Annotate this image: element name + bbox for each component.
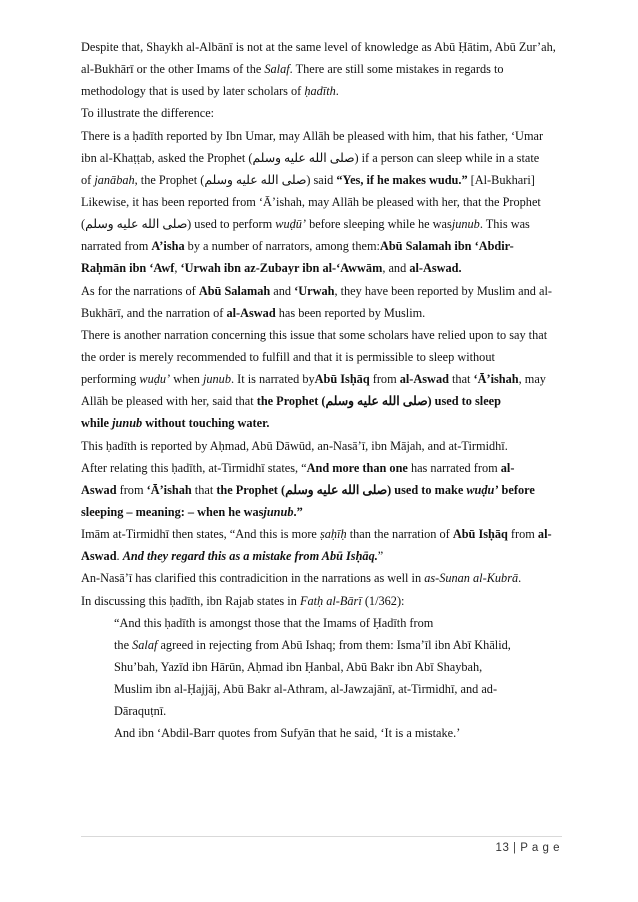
text-run: Abū Isḥāq: [314, 372, 370, 387]
text-run: al-Aswad: [226, 305, 276, 320]
text-run: that: [448, 372, 474, 387]
block-quote: [81, 612, 561, 723]
text-line: [81, 412, 561, 434]
text-line: [81, 368, 561, 390]
text-line: [81, 102, 561, 124]
text-line: [81, 213, 561, 235]
text-line: [81, 479, 561, 501]
text-run: صلى الله عليه وسلم: [252, 150, 355, 165]
text-run: صلى الله عليه وسلم: [204, 172, 307, 187]
text-run: ) used to make: [387, 482, 467, 497]
text-run: performing: [81, 372, 140, 387]
text-run: After relating this ḥadīth, at-Tirmidhī states, “: [81, 460, 307, 475]
paragraph: [81, 435, 561, 457]
text-run: the: [114, 637, 133, 652]
footer-rule: [81, 836, 562, 837]
text-line: [81, 169, 561, 191]
text-run: [112, 416, 142, 430]
text-run: And they regard this as a mistake from Abū Isḥāq.: [122, 549, 378, 564]
text-line: [81, 58, 561, 80]
text-run: ,: [174, 261, 181, 276]
text-run: junub: [263, 504, 294, 519]
text-run: before: [498, 482, 535, 497]
text-line: [81, 235, 561, 257]
text-run: Allāh be pleased with her, said that: [81, 394, 257, 409]
text-run: Abū Isḥāq: [452, 527, 508, 542]
text-run: , and: [382, 261, 410, 276]
text-run: al-Aswad: [399, 372, 449, 387]
text-run: and: [270, 283, 295, 298]
text-run: ibn al-Khaṭṭab, asked the Prophet (: [81, 150, 253, 165]
text-run: .: [335, 84, 339, 99]
block-quote: [81, 722, 561, 744]
text-run: “And this ḥadīth is amongst those that the Imams of Ḥadīth from: [114, 615, 434, 630]
text-run: ‘Ā’ishah: [146, 482, 192, 497]
text-run: Aswad: [81, 482, 117, 497]
paragraph: [81, 324, 561, 435]
text-run: Fatḥ al-Bārī: [299, 593, 362, 608]
text-run: without touching water.: [142, 416, 270, 431]
text-run: Abū Salamah ibn ‘Abdir-: [379, 239, 514, 254]
text-run: ‘Urwah ibn az-Zubayr ibn al-‘Awwām: [180, 261, 383, 276]
text-line: [81, 191, 561, 213]
text-run: methodology that is used by later scholars of: [81, 84, 305, 99]
text-run: , may: [518, 372, 546, 387]
text-run: when: [170, 372, 203, 387]
text-run: ) said: [306, 172, 337, 187]
text-run: Bukhārī, and the narration of: [81, 305, 227, 320]
text-run: ) used to perform: [187, 217, 276, 232]
text-run: Abū Salamah: [198, 283, 271, 298]
text-run: by a number of narrators, among them:: [184, 239, 380, 254]
text-line: [81, 390, 561, 412]
text-run: while: [81, 416, 113, 431]
text-run: junub: [112, 416, 143, 431]
text-run: ḥadīth: [304, 84, 336, 99]
text-run: Shu’bah, Yazīd ibn Hārūn, Aḥmad ibn Ḥanbal, Abū Bakr ibn Abī Shaybah,: [114, 659, 483, 674]
text-line: [81, 147, 561, 169]
text-line: [81, 324, 561, 346]
text-run: (1/362):: [361, 593, 405, 608]
paragraph: [81, 102, 561, 124]
text-line: [81, 280, 561, 302]
text-run: صلى الله عليه وسلم: [285, 482, 388, 497]
text-run: Imām at-Tirmidhī then states, “And this is more: [81, 527, 320, 542]
text-run: , they have been reported by Muslim and al-: [334, 283, 552, 298]
text-run: Raḥmān ibn ‘Awf: [81, 261, 175, 276]
paragraph: [81, 590, 561, 612]
text-run: al-: [537, 527, 552, 542]
text-run: There is another narration concerning this issue that some scholars have relied upon to say that: [81, 327, 548, 342]
text-line: [81, 36, 561, 58]
page-label: P a g e: [520, 842, 560, 854]
text-line: [81, 125, 561, 147]
text-line: [81, 700, 561, 722]
text-run: . There are still some mistakes in regards to: [289, 62, 504, 77]
text-run: An-Nasā’ī has clarified this contradicition in the narrations as well in: [81, 571, 425, 586]
paragraph: [81, 36, 561, 102]
text-run: Aswad: [81, 549, 117, 564]
text-run: ) used to sleep: [427, 394, 501, 409]
text-run: the Prophet (: [256, 394, 326, 409]
paragraph: [81, 523, 561, 567]
text-run: narrated from: [81, 239, 152, 254]
text-line: [81, 523, 561, 545]
text-line: [81, 257, 561, 279]
text-run: صلى الله عليه وسلم: [85, 217, 188, 232]
paragraph: [81, 191, 561, 280]
text-line: [81, 435, 561, 457]
text-run: ”: [377, 549, 384, 564]
text-run: has narrated from: [407, 460, 501, 475]
text-run: janābah: [94, 172, 135, 187]
text-line: [81, 612, 561, 634]
text-run: .”: [293, 504, 303, 519]
text-line: [81, 678, 561, 700]
text-run: al-Aswad.: [409, 261, 462, 276]
text-run: A’isha: [151, 239, 185, 254]
text-run: as-Sunan al-Kubrā: [424, 571, 519, 586]
paragraph: [81, 457, 561, 523]
text-line: [81, 722, 561, 744]
body-text: [81, 36, 561, 745]
paragraph: [81, 567, 561, 589]
text-run: Salaf: [132, 637, 158, 652]
text-run: junub: [202, 372, 231, 387]
page-number: 13: [495, 842, 510, 854]
text-run: (: [81, 217, 86, 232]
text-run: wuḍū’: [275, 217, 306, 232]
text-run: than the narration of: [346, 527, 453, 542]
text-run: [466, 483, 498, 497]
text-run: . This was: [479, 217, 530, 232]
text-run: As for the narrations of: [81, 283, 199, 298]
paragraph: [81, 125, 561, 191]
text-run: To illustrate the difference:: [81, 106, 215, 121]
text-run: wuḍu’: [139, 372, 171, 387]
text-run: ‘Urwah: [294, 283, 335, 298]
text-run: .: [518, 571, 522, 586]
text-run: al-Bukhārī or the other Imams of the: [81, 62, 265, 77]
text-run: And more than one: [306, 460, 408, 475]
text-run: before sleeping while he was: [306, 217, 452, 232]
text-run: agreed in rejecting from Abū Ishaq; from them: Isma’īl ibn Abī Khālid,: [157, 637, 511, 652]
text-run: In discussing this ḥadīth, ibn Rajab states in: [81, 593, 300, 608]
text-line: [81, 567, 561, 589]
text-run: from: [116, 482, 147, 497]
text-line: [81, 302, 561, 324]
text-run: Muslim ibn al-Ḥajjāj, Abū Bakr al-Athram, al-Jawzajānī, at-Tirmidhī, and ad-: [114, 682, 498, 697]
text-run: Salaf: [264, 62, 290, 77]
text-run: [263, 505, 293, 519]
text-run: This ḥadīth is reported by Aḥmad, Abū Dāwūd, an-Nasā’ī, ibn Mājah, and at-Tirmidhī.: [81, 438, 508, 453]
text-line: [81, 457, 561, 479]
text-run: ṣaḥīḥ: [319, 527, 347, 542]
text-line: [81, 656, 561, 678]
text-run: .: [116, 549, 123, 564]
text-run: from: [507, 527, 538, 542]
text-run: Dāraquṭnī.: [114, 704, 167, 719]
text-run: ) if a person can sleep while in a state: [354, 150, 540, 165]
text-run: the Prophet (: [216, 482, 286, 497]
text-line: [81, 501, 561, 523]
text-run: And ibn ‘Abdil-Barr quotes from Sufyān that he said, ‘It is a mistake.’: [114, 726, 461, 741]
text-line: [81, 545, 561, 567]
text-run: the order is merely recommended to fulfill and that it is permissible to sleep without: [81, 349, 495, 364]
text-run: صلى الله عليه وسلم: [325, 394, 428, 409]
text-run: [Al-Bukhari]: [467, 172, 535, 187]
text-line: [81, 634, 561, 656]
text-run: junub: [451, 217, 480, 232]
text-run: There is a ḥadīth reported by Ibn Umar, may Allāh be pleased with him, that his father, ‘Umar: [81, 128, 544, 143]
text-line: [81, 346, 561, 368]
text-run: has been reported by Muslim.: [275, 305, 426, 320]
text-run: from: [369, 372, 400, 387]
text-run: of: [81, 172, 95, 187]
text-run: wuḍu’: [466, 482, 499, 497]
footer-separator: |: [513, 842, 517, 854]
text-line: [81, 80, 561, 102]
text-run: al-: [500, 460, 515, 475]
text-run: that: [191, 482, 217, 497]
text-run: , the Prophet (: [134, 172, 205, 187]
text-run: Likewise, it has been reported from ‘Ā’ishah, may Allāh be pleased with her, that the Prophet: [81, 194, 541, 209]
text-line: [81, 590, 561, 612]
text-run: Despite that, Shaykh al-Albānī is not at the same level of knowledge as Abū Ḥātim, Abū Zur’ah,: [81, 40, 556, 54]
text-run: . It is narrated by: [230, 372, 315, 387]
text-run: sleeping – meaning: – when he was: [81, 504, 264, 519]
text-run: [123, 549, 378, 563]
text-run: “Yes, if he makes wudu.”: [336, 172, 468, 187]
text-run: ‘Ā’ishah: [473, 372, 519, 387]
paragraph: [81, 280, 561, 324]
page-footer: [496, 842, 560, 854]
